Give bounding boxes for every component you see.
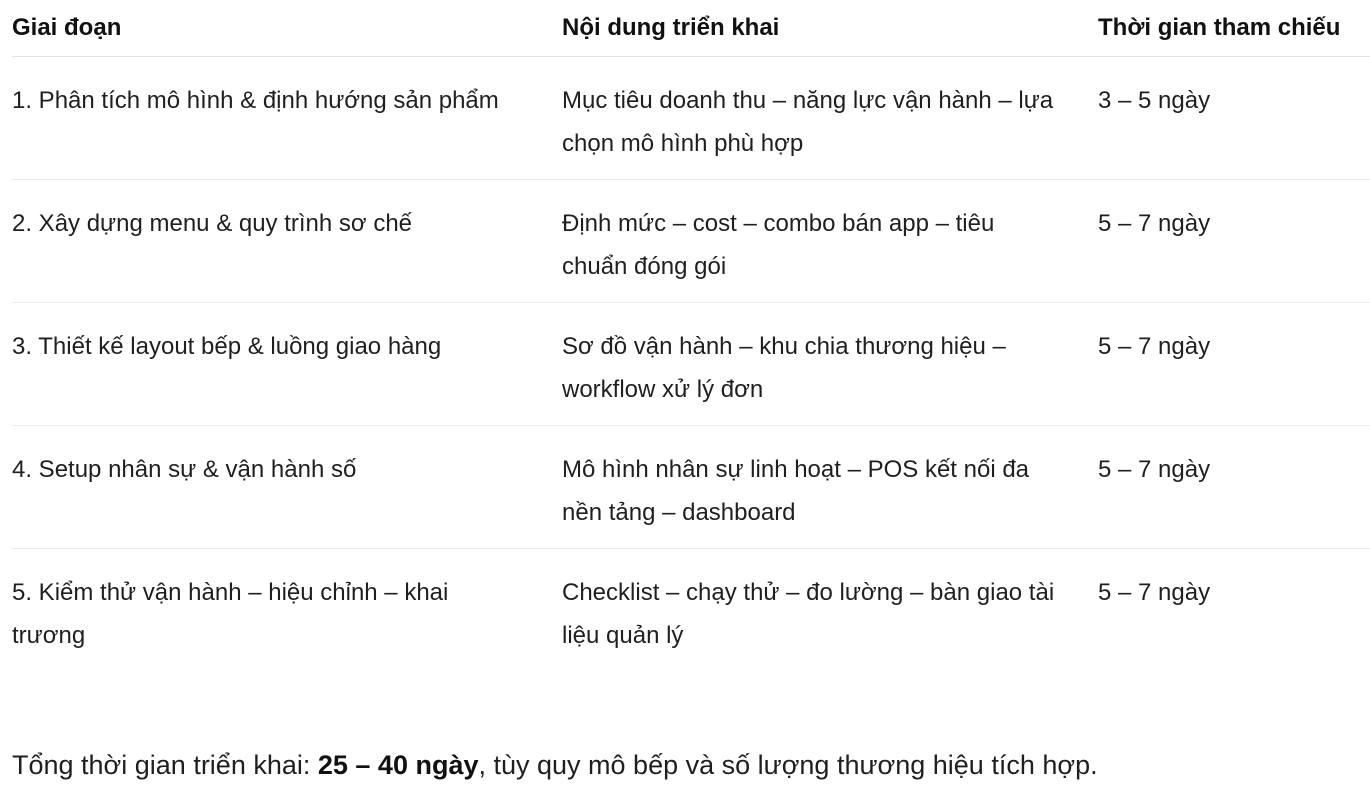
table-row [12, 426, 1370, 549]
phase-cell: 2. Xây dựng menu & quy trình sơ chế [12, 210, 413, 237]
total-duration-summary [12, 745, 1098, 785]
content-cell: Sơ đồ vận hành – khu chia thương hiệu – workflow xử lý đơn [562, 333, 1006, 403]
content-cell: Mục tiêu doanh thu – năng lực vận hành – lựa chọn mô hình phù hợp [562, 87, 1054, 157]
time-cell: 5 – 7 ngày [1098, 456, 1211, 483]
column-header-phase: Giai đoạn [12, 14, 122, 41]
content-cell: Mô hình nhân sự linh hoạt – POS kết nối đa nền tảng – dashboard [562, 456, 1030, 526]
time-cell: 5 – 7 ngày [1098, 579, 1211, 606]
summary-duration-highlight: 25 – 40 ngày [317, 750, 479, 780]
phase-cell: 4. Setup nhân sự & vận hành số [12, 456, 357, 483]
phase-cell: 1. Phân tích mô hình & định hướng sản phẩm [12, 87, 499, 114]
content-cell: Định mức – cost – combo bán app – tiêu chuẩn đóng gói [562, 210, 995, 280]
phase-cell: 5. Kiểm thử vận hành – hiệu chỉnh – khai trương [12, 579, 449, 649]
time-cell: 5 – 7 ngày [1098, 210, 1211, 237]
column-header-time: Thời gian tham chiếu [1098, 14, 1341, 41]
table-row [12, 303, 1370, 426]
column-header-content: Nội dung triển khai [562, 14, 780, 41]
table-row [12, 180, 1370, 303]
time-cell: 5 – 7 ngày [1098, 333, 1211, 360]
phase-cell: 3. Thiết kế layout bếp & luồng giao hàng [12, 333, 442, 360]
time-cell: 3 – 5 ngày [1098, 87, 1211, 114]
summary-suffix: , tùy quy mô bếp và số lượng thương hiệu tích hợp. [478, 750, 1098, 780]
table-row [12, 57, 1370, 180]
timeline-table [12, 0, 1370, 672]
summary-prefix: Tổng thời gian triển khai: [12, 750, 318, 780]
table-row [12, 549, 1370, 672]
table-header-row [12, 0, 1370, 57]
content-cell: Checklist – chạy thử – đo lường – bàn giao tài liệu quản lý [562, 579, 1055, 649]
